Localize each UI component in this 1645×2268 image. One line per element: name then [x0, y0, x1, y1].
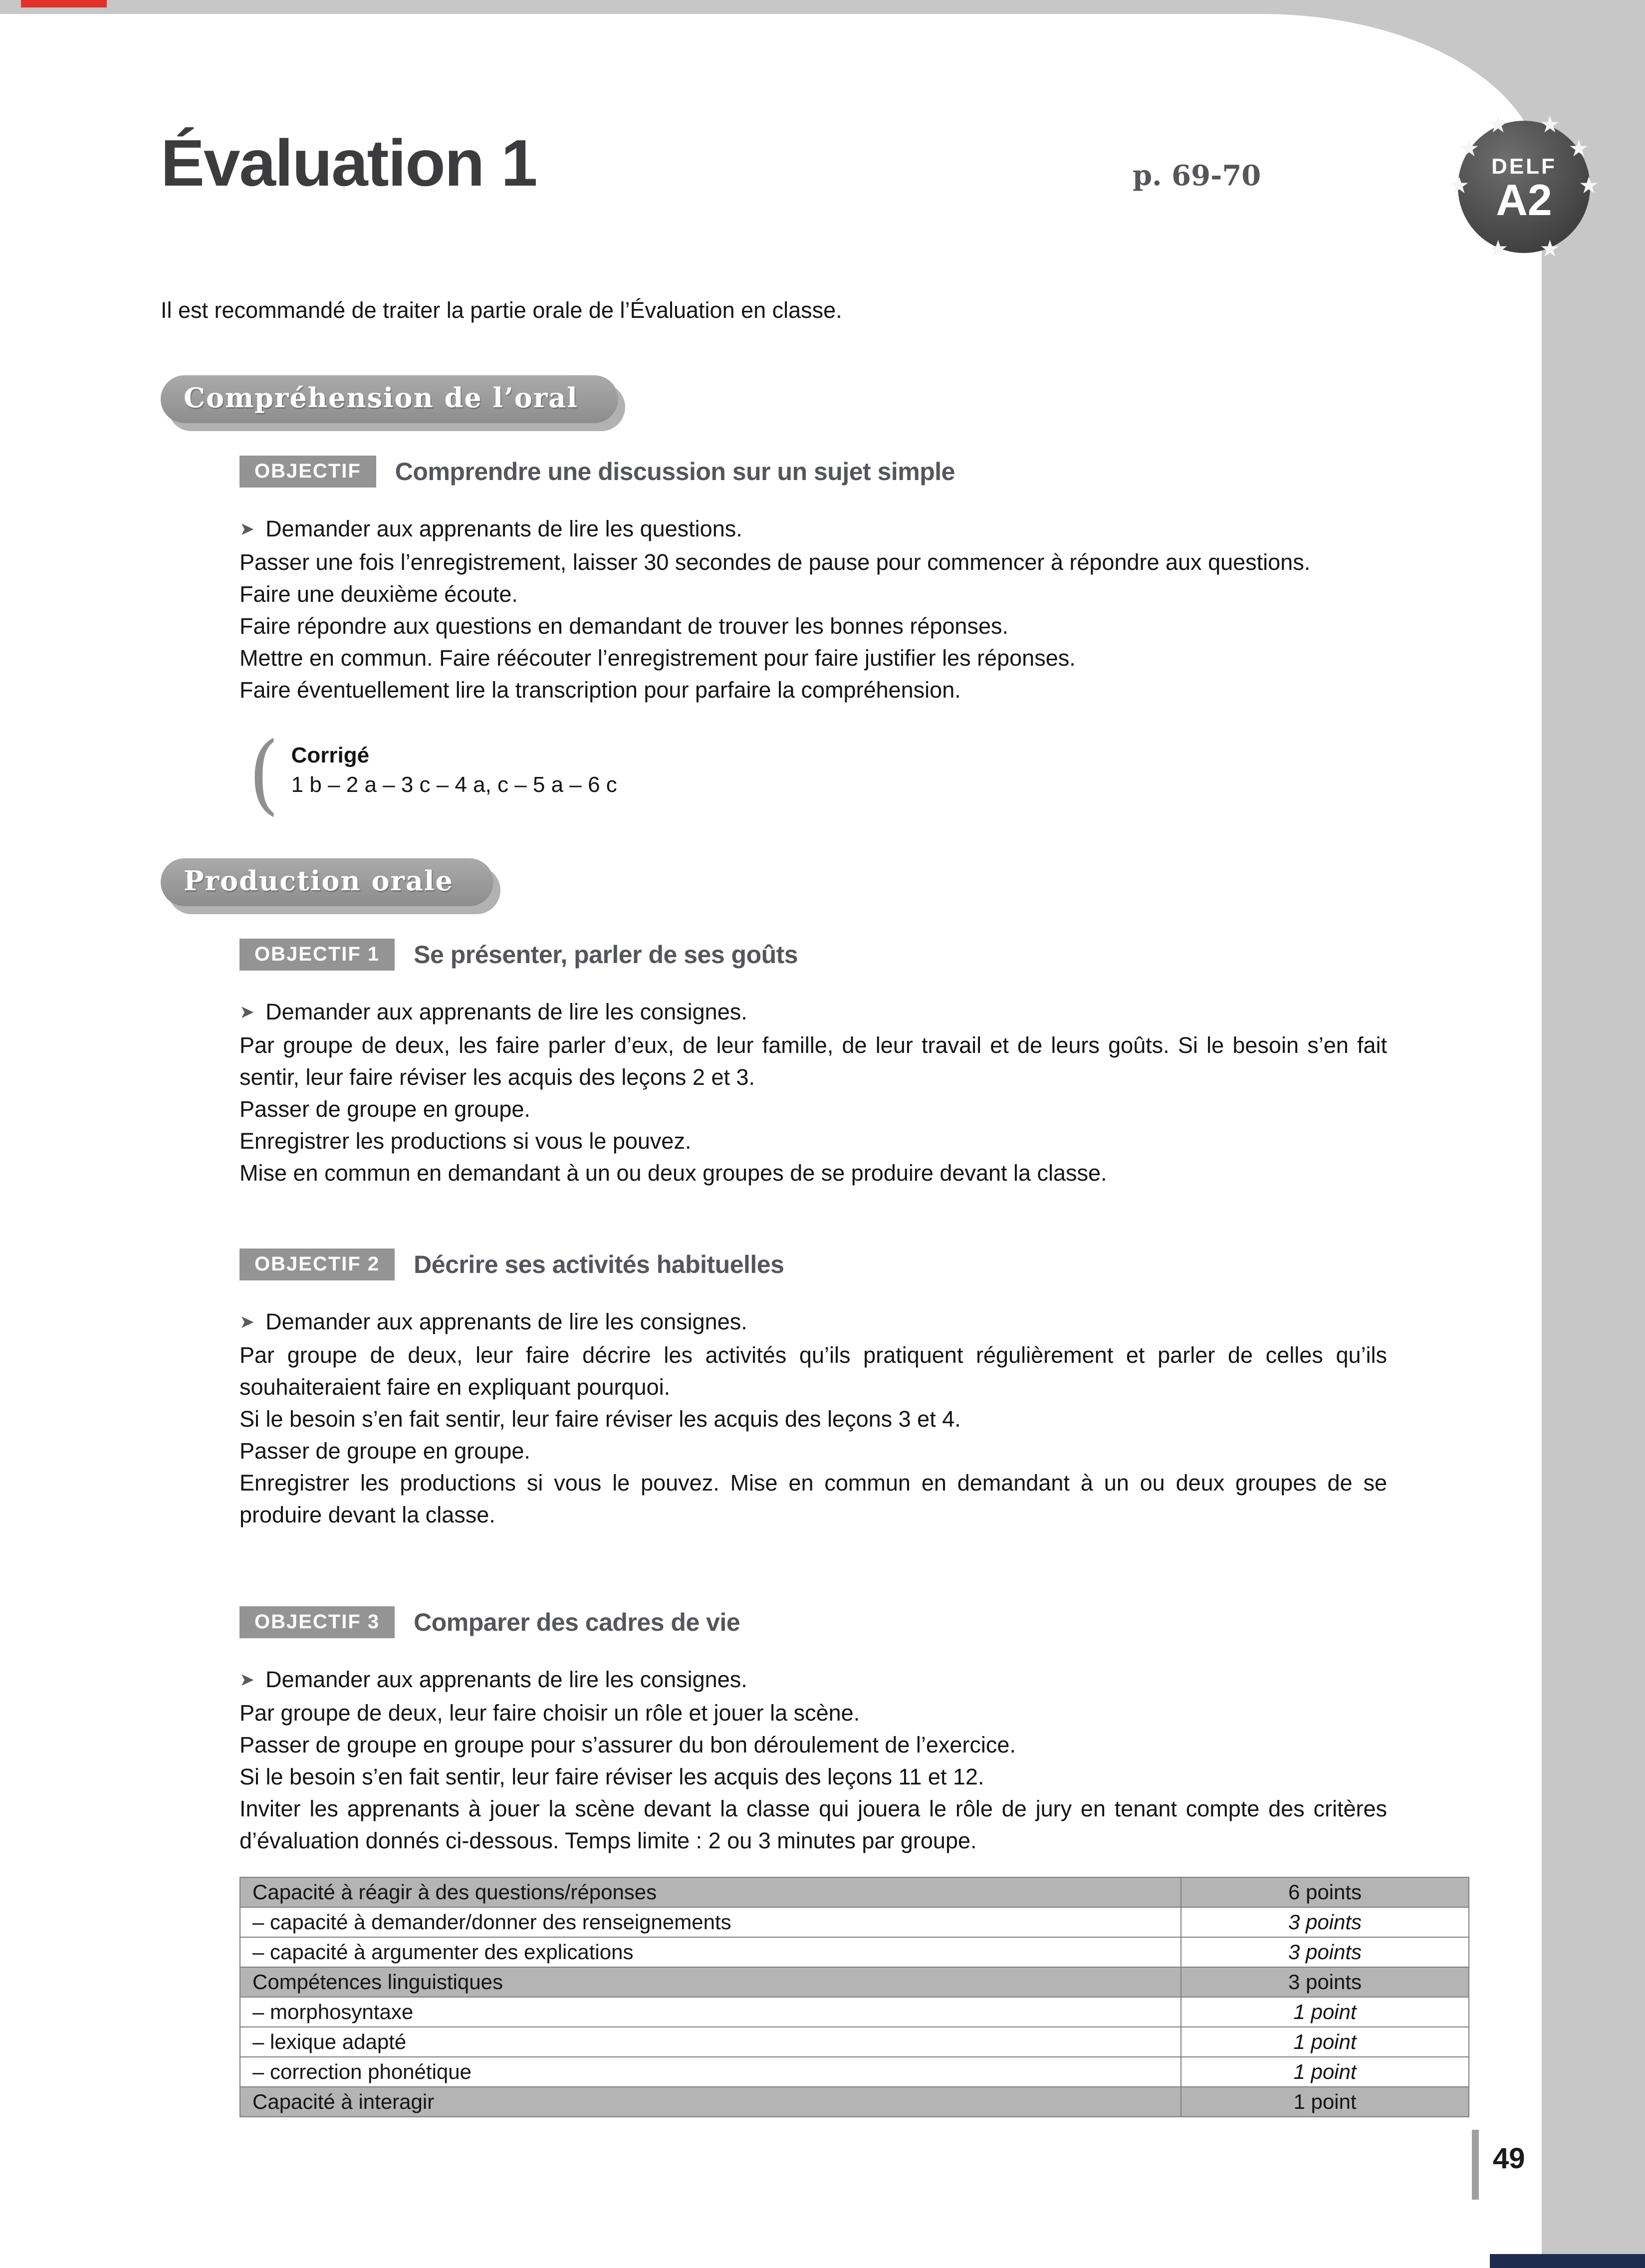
objective-title: Comparer des cadres de vie	[414, 1608, 740, 1636]
table-row	[240, 1907, 1469, 1937]
objective-heading	[239, 455, 1387, 488]
instruction-paragraph: Faire éventuellement lire la transcription pour parfaire la compréhension.	[239, 677, 961, 703]
criteria-points: 6 points	[1181, 1877, 1469, 1907]
arrow-bullet-icon: ➤	[239, 1311, 255, 1332]
intro-note: Il est recommandé de traiter la partie orale de l’Évaluation en classe.	[161, 297, 842, 323]
star-icon: ★	[1488, 236, 1509, 261]
section-heading-production-orale: Production orale	[161, 858, 493, 906]
objective-title: Comprendre une discussion sur un sujet simple	[395, 458, 955, 486]
instruction-paragraph: Passer de groupe en groupe pour s’assurer du bon déroulement de l’exercice.	[239, 1732, 1016, 1758]
instruction-paragraph: Passer une fois l’enregistrement, laisser 30 secondes de pause pour commencer à répondre aux questions.	[239, 549, 1311, 575]
instruction-paragraph: Enregistrer les productions si vous le pouvez. Mise en commun en demandant à un ou deux groupes de se produire devant la classe.	[239, 1470, 1387, 1527]
criteria-label: – capacité à argumenter des explications	[240, 1937, 1181, 1967]
criteria-label: – capacité à demander/donner des renseignements	[240, 1907, 1181, 1937]
page-header	[161, 126, 1542, 200]
level-label: A2	[1496, 175, 1552, 225]
corrige-body	[291, 741, 617, 800]
instruction-paragraph: Passer de groupe en groupe.	[239, 1096, 530, 1122]
instruction-paragraph: Par groupe de deux, leur faire choisir un rôle et jouer la scène.	[239, 1700, 860, 1726]
criteria-points: 1 point	[1181, 2027, 1469, 2057]
corrige-block	[248, 723, 1387, 825]
instruction-bullet-line	[239, 996, 1387, 1029]
objective-heading	[239, 1606, 1387, 1639]
star-icon: ★	[1449, 172, 1470, 198]
criteria-label: – correction phonétique	[240, 2057, 1181, 2087]
table-row	[240, 2057, 1469, 2087]
criteria-label: Capacité à réagir à des questions/réponses	[240, 1877, 1181, 1907]
objective-block-comprehension	[239, 455, 1387, 825]
print-registration-mark	[21, 0, 107, 7]
table-row	[240, 1877, 1469, 1907]
star-icon: ★	[1459, 135, 1480, 161]
instruction-bullet-line	[239, 513, 1387, 546]
criteria-points: 3 points	[1181, 1937, 1469, 1967]
instruction-text: Demander aux apprenants de lire les consignes.	[265, 1667, 747, 1692]
criteria-points: 3 points	[1181, 1907, 1469, 1937]
criteria-points: 1 point	[1181, 2087, 1469, 2117]
instruction-paragraph: Si le besoin s’en fait sentir, leur faire réviser les acquis des leçons 3 et 4.	[239, 1406, 961, 1432]
table-row	[240, 2027, 1469, 2057]
instruction-paragraph: Par groupe de deux, les faire parler d’eux, de leur famille, de leur travail et de leurs goûts. Si le besoin s’en fait sentir, leur faire réviser les acquis des leçons 2 et 3.	[239, 1032, 1387, 1090]
objectif-2-badge: OBJECTIF 2	[239, 1249, 395, 1280]
corrige-label: Corrigé	[291, 743, 370, 767]
objective-block-1	[239, 938, 1387, 1189]
instruction-text: Demander aux apprenants de lire les consignes.	[265, 999, 747, 1024]
instruction-paragraph: Passer de groupe en groupe.	[239, 1438, 530, 1464]
page-reference: p. 69-70	[1133, 159, 1261, 192]
delf-label: DELF	[1491, 154, 1557, 179]
instruction-paragraph: Mise en commun en demandant à un ou deux groupes de se produire devant la classe.	[239, 1160, 1107, 1186]
criteria-label: – lexique adapté	[240, 2027, 1181, 2057]
evaluation-criteria-table	[239, 1877, 1469, 2117]
instruction-text: Demander aux apprenants de lire les consignes.	[265, 1309, 747, 1334]
star-icon: ★	[1578, 172, 1599, 198]
instruction-paragraph: Enregistrer les productions si vous le pouvez.	[239, 1128, 692, 1154]
objective-block-3	[239, 1606, 1387, 1857]
star-icon: ★	[1568, 135, 1589, 161]
instruction-paragraph: Si le besoin s’en fait sentir, leur faire réviser les acquis des leçons 11 et 12.	[239, 1764, 984, 1789]
parenthesis-icon: (	[248, 723, 279, 825]
criteria-label: – morphosyntaxe	[240, 1997, 1181, 2027]
instruction-bullet-line	[239, 1664, 1387, 1697]
section-heading-comprehension-oral: Compréhension de l’oral	[161, 375, 618, 423]
book-edge-strip	[1490, 2254, 1645, 2268]
criteria-label: Capacité à interagir	[240, 2087, 1181, 2117]
footer-bar	[1472, 2130, 1479, 2200]
star-icon: ★	[1488, 111, 1509, 137]
criteria-points: 1 point	[1181, 2057, 1469, 2087]
instruction-paragraph: Faire répondre aux questions en demandant de trouver les bonnes réponses.	[239, 613, 1008, 639]
star-icon: ★	[1539, 111, 1560, 137]
criteria-label: Compétences linguistiques	[240, 1967, 1181, 1997]
delf-a2-badge	[1449, 111, 1599, 261]
criteria-points: 1 point	[1181, 1997, 1469, 2027]
arrow-bullet-icon: ➤	[239, 1669, 255, 1690]
table-row	[240, 2087, 1469, 2117]
page-number: 49	[1493, 2142, 1525, 2175]
instruction-text: Demander aux apprenants de lire les questions.	[265, 516, 742, 541]
page-title: Évaluation 1	[161, 126, 537, 200]
objective-title: Se présenter, parler de ses goûts	[414, 941, 798, 969]
instruction-paragraph: Mettre en commun. Faire réécouter l’enregistrement pour faire justifier les réponses.	[239, 645, 1076, 671]
table-row	[240, 1937, 1469, 1967]
page-content	[0, 14, 1542, 2268]
objective-heading	[239, 1248, 1387, 1281]
document-page	[0, 14, 1542, 2268]
objective-block-2	[239, 1248, 1387, 1531]
instruction-paragraph: Faire une deuxième écoute.	[239, 581, 518, 607]
objectif-badge: OBJECTIF	[239, 456, 376, 488]
table-row	[240, 1967, 1469, 1997]
instruction-paragraph: Par groupe de deux, leur faire décrire les activités qu’ils pratiquent régulièrement et parler de celles qu’ils souhaiteraient faire en expliquant pourquoi.	[239, 1342, 1387, 1400]
objectif-1-badge: OBJECTIF 1	[239, 939, 395, 971]
objective-title: Décrire ses activités habituelles	[414, 1251, 784, 1278]
instruction-bullet-line	[239, 1306, 1387, 1339]
instruction-paragraph: Inviter les apprenants à jouer la scène devant la classe qui jouera le rôle de jury en tenant compte des critères d’évaluation donnés ci-dessous. Temps limite : 2 ou 3 minutes par groupe.	[239, 1796, 1387, 1853]
objectif-3-badge: OBJECTIF 3	[239, 1606, 395, 1638]
arrow-bullet-icon: ➤	[239, 518, 255, 539]
star-icon: ★	[1539, 236, 1560, 261]
corrige-answers: 1 b – 2 a – 3 c – 4 a, c – 5 a – 6 c	[291, 772, 617, 797]
arrow-bullet-icon: ➤	[239, 1002, 255, 1022]
criteria-points: 3 points	[1181, 1967, 1469, 1997]
objective-heading	[239, 938, 1387, 971]
table-row	[240, 1997, 1469, 2027]
delf-badge-text	[1491, 154, 1557, 225]
